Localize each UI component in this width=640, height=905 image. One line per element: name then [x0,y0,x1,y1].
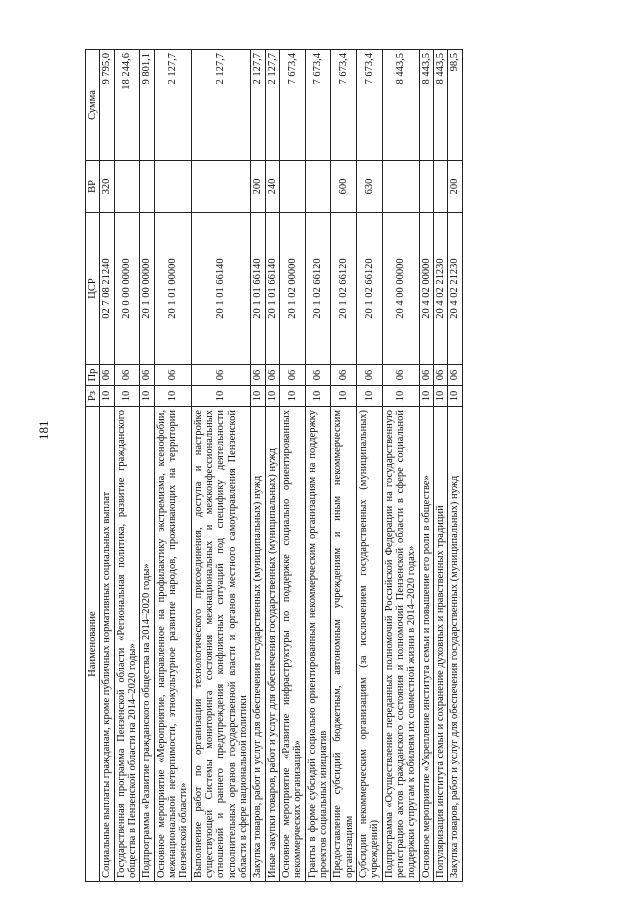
cell-sum: 2 127,7 [265,50,279,161]
cell-csr: 20 1 01 00000 [154,213,191,365]
cell-sum: 7 673,4 [331,50,357,161]
cell-name: Предоставление субсидий бюджетным, автономным учреждениям и иным некоммерческим организациям [331,407,357,882]
cell-vr: 240 [265,161,279,213]
cell-csr: 20 1 02 66120 [305,213,331,365]
table-row [100,50,114,882]
cell-csr: 20 4 02 00000 [419,213,433,365]
cell-name: Гранты в форме субсидий социально ориентированным некоммерческим организациям на поддержку проектов социальных инициатив [305,407,331,882]
cell-name: Выполнение работ по организации технологического присоединения, доступа и настройке существующей Системы мониторинга состояния межнациональных и межконфессиональных отношений и раннего предупреждения конфликтных ситуаций под специфику деятельности исполнительных органов государственной власти и органов местного самоуправления Пензенской области в сфере национальной политики [191,407,251,882]
cell-name: Иные закупки товаров, работ и услуг для обеспечения государственных (муниципальных) нужд [265,407,279,882]
cell-rz: 10 [433,386,447,407]
cell-sum: 7 673,4 [356,50,382,161]
cell-pr: 06 [382,365,419,386]
cell-rz: 10 [251,386,265,407]
table-row [433,50,447,882]
cell-vr [114,161,140,213]
header-vr: ВР [86,161,100,213]
table-row [305,50,331,882]
cell-csr: 20 1 01 66140 [191,213,251,365]
cell-sum: 2 127,7 [191,50,251,161]
cell-vr: 200 [448,161,462,213]
cell-name: Подпрограмма «Развитие гражданского общества на 2014–2020 годы» [140,407,154,882]
cell-pr: 06 [140,365,154,386]
cell-pr: 06 [448,365,462,386]
table-row [251,50,265,882]
cell-rz: 10 [382,386,419,407]
cell-csr: 20 1 01 66140 [265,213,279,365]
table-row [419,50,433,882]
cell-vr: 600 [331,161,357,213]
cell-sum: 18 244,6 [114,50,140,161]
table-row [191,50,251,882]
cell-vr [154,161,191,213]
header-rz: Рз [86,386,100,407]
cell-rz: 10 [448,386,462,407]
cell-name: Основное мероприятие «Развитие инфраструктуры по поддержке социально ориентированных некоммерческих организаций» [279,407,305,882]
cell-vr: 200 [251,161,265,213]
cell-rz: 10 [279,386,305,407]
table-row [265,50,279,882]
cell-name: Государственная программа Пензенской области «Региональная политика, развитие гражданского общества в Пензенской области на 2014–2020 годы» [114,407,140,882]
cell-name: Субсидии некоммерческим организациям (за исключением государственных (муниципальных) учреждений) [356,407,382,882]
cell-sum: 8 443,5 [382,50,419,161]
cell-csr: 20 4 02 21230 [448,213,462,365]
cell-vr [140,161,154,213]
cell-vr [382,161,419,213]
cell-sum: 7 673,4 [305,50,331,161]
table-row [279,50,305,882]
table-header-row [86,50,100,882]
cell-csr: 20 1 01 66140 [251,213,265,365]
cell-name: Основное мероприятие «Укрепление института семьи и повышение его роли в обществе» [419,407,433,882]
cell-name: Социальные выплаты гражданам, кроме публичных нормативных социальных выплат [100,407,114,882]
cell-vr [279,161,305,213]
cell-rz: 10 [265,386,279,407]
cell-name: Популяризация института семьи и сохранение духовных и нравственных традиций [433,407,447,882]
cell-csr: 20 1 02 66120 [356,213,382,365]
cell-rz: 10 [419,386,433,407]
table-row [356,50,382,882]
page-number: 181 [36,420,51,440]
header-sum: Сумма [86,50,100,161]
table-row [154,50,191,882]
cell-rz: 10 [356,386,382,407]
cell-pr: 06 [331,365,357,386]
cell-name: Закупка товаров, работ и услуг для обеспечения государственных (муниципальных) нужд [251,407,265,882]
rotated-page [85,50,463,882]
cell-csr: 20 4 00 00000 [382,213,419,365]
cell-csr: 02 7 08 21240 [100,213,114,365]
cell-pr: 06 [251,365,265,386]
cell-rz: 10 [154,386,191,407]
cell-csr: 20 1 02 00000 [279,213,305,365]
cell-rz: 10 [191,386,251,407]
cell-rz: 10 [100,386,114,407]
cell-csr: 20 1 02 66120 [331,213,357,365]
cell-vr: 320 [100,161,114,213]
cell-csr: 20 0 00 00000 [114,213,140,365]
cell-name: Подпрограмма «Осуществление переданных полномочий Российской Федерации на государственную регистрацию актов гражданского состояния и полномочий Пензенской области в сфере социальной поддержки супругам к юбилеям их совместной жизни в 2014–2020 годах» [382,407,419,882]
cell-pr: 06 [114,365,140,386]
cell-vr [305,161,331,213]
table-row [448,50,462,882]
table-row [382,50,419,882]
cell-name: Основное мероприятие «Мероприятие, направленное на профилактику экстремизма, ксенофобии, межнациональной нетерпимости, этнокультурное развитие народов, проживающих на территории Пензенской области» [154,407,191,882]
cell-rz: 10 [331,386,357,407]
cell-pr: 06 [356,365,382,386]
cell-pr: 06 [419,365,433,386]
table-row [140,50,154,882]
cell-rz: 10 [114,386,140,407]
cell-sum: 7 673,4 [279,50,305,161]
cell-pr: 06 [305,365,331,386]
header-csr: ЦСР [86,213,100,365]
cell-vr [191,161,251,213]
cell-vr [419,161,433,213]
cell-pr: 06 [100,365,114,386]
cell-pr: 06 [279,365,305,386]
cell-name: Закупка товаров, работ и услуг для обеспечения государственных (муниципальных) нужд [448,407,462,882]
cell-csr: 20 1 00 00000 [140,213,154,365]
cell-pr: 06 [433,365,447,386]
header-name: Наименование [86,407,100,882]
cell-vr: 630 [356,161,382,213]
cell-sum: 2 127,7 [154,50,191,161]
cell-sum: 8 443,5 [433,50,447,161]
cell-sum: 9 801,1 [140,50,154,161]
cell-pr: 06 [154,365,191,386]
cell-rz: 10 [305,386,331,407]
cell-sum: 9 795,0 [100,50,114,161]
cell-sum: 98,5 [448,50,462,161]
cell-vr [433,161,447,213]
table-row [331,50,357,882]
table-row [114,50,140,882]
budget-table [85,49,463,882]
header-pr: Пр [86,365,100,386]
cell-pr: 06 [191,365,251,386]
cell-rz: 10 [140,386,154,407]
cell-sum: 2 127,7 [251,50,265,161]
cell-csr: 20 4 02 21230 [433,213,447,365]
cell-sum: 8 443,5 [419,50,433,161]
cell-pr: 06 [265,365,279,386]
